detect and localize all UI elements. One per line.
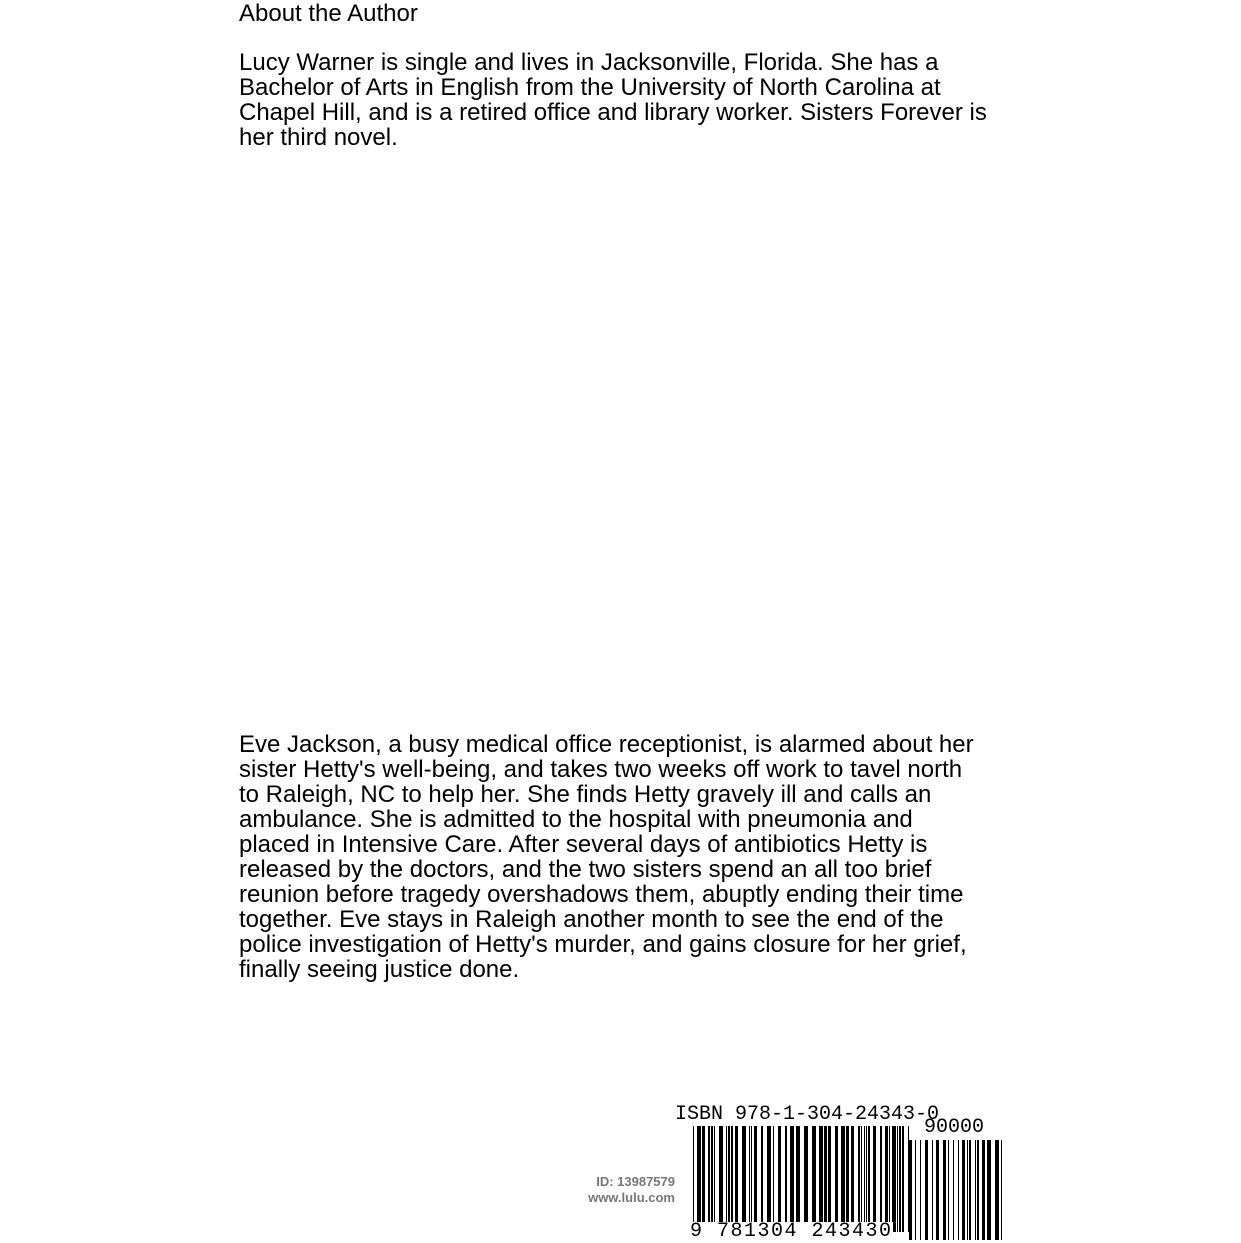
barcode-bar [953, 1140, 954, 1240]
barcode-bar [880, 1126, 882, 1232]
barcode-bar [987, 1140, 991, 1240]
barcode-bar [702, 1126, 705, 1232]
publisher-id: ID: 13987579 [596, 1174, 675, 1189]
barcode-bar [977, 1140, 979, 1240]
barcode-bar [958, 1140, 959, 1240]
barcode-bar [899, 1126, 901, 1232]
isbn-label: ISBN 978-1-304-24343-0 [675, 1103, 940, 1126]
barcode-bar [975, 1140, 976, 1240]
barcode-bar [796, 1126, 800, 1232]
publisher-info [555, 1174, 675, 1206]
barcode-bar [693, 1126, 694, 1232]
about-author-heading: About the Author [239, 0, 418, 27]
barcode-bar [861, 1126, 862, 1232]
isbn-barcode [693, 1126, 909, 1232]
barcode-bar [982, 1140, 985, 1240]
price-barcode [909, 1140, 1002, 1240]
barcode-bar [969, 1140, 971, 1240]
barcode-bar [920, 1140, 921, 1240]
barcode-bar [858, 1126, 860, 1232]
barcode-bar [812, 1126, 816, 1232]
barcode-bar [785, 1126, 787, 1232]
barcode-bar [995, 1140, 999, 1240]
barcode-bar [873, 1126, 876, 1232]
barcode-bar [846, 1126, 849, 1232]
barcode-digits: 9 781304 243430 [690, 1220, 893, 1243]
barcode-bar [868, 1126, 870, 1232]
barcode-bar [1001, 1140, 1002, 1240]
barcode-bar [885, 1126, 888, 1232]
barcode-bar [735, 1126, 738, 1232]
barcode-bar [773, 1126, 774, 1232]
barcode-bar [742, 1126, 746, 1232]
author-bio: Lucy Warner is single and lives in Jacksonville, Florida. She has a Bachelor of Arts in English from the University of North Carolina at Chapel Hill, and is a retired office and library worker. Sisters Forever is her third novel. [239, 49, 987, 151]
barcode-bar [714, 1126, 715, 1232]
barcode-bar [711, 1126, 713, 1232]
barcode-bar [835, 1126, 838, 1232]
barcode-bar [889, 1126, 890, 1232]
book-synopsis: Eve Jackson, a busy medical office receptionist, is alarmed about her sister Hetty's well-being, and takes two weeks off work to tavel north to Raleigh, NC to help her. She finds Hetty gravely ill and calls an ambulance. She is admitted to the hospital with pneumonia and placed in Intensive Care. After several days of antibiotics Hetty is released by the doctors, and the two sisters spend an all too brief reunion before tragedy overshadows them, abuptly ending their time together. Eve stays in Raleigh another month to see the end of the police investigation of Hetty's murder, and gains closure for her grief, finally seeing justice done. [239, 731, 974, 983]
barcode-bar [819, 1126, 823, 1232]
barcode-bar [866, 1126, 867, 1232]
barcode-bar [804, 1126, 808, 1232]
barcode-bar [731, 1126, 733, 1232]
barcode-bar [751, 1126, 752, 1232]
barcode-bar [749, 1126, 750, 1232]
barcode-bar [909, 1140, 912, 1240]
barcode-bar [948, 1140, 949, 1240]
barcode-bar [943, 1140, 946, 1240]
barcode-bar [864, 1126, 865, 1232]
barcode-bar [841, 1126, 845, 1232]
barcode-bar [892, 1126, 896, 1232]
barcode-bar [936, 1140, 939, 1240]
barcode-bar [790, 1126, 794, 1232]
barcode-bar [824, 1126, 827, 1232]
barcode-bar [719, 1126, 723, 1232]
publisher-site: www.lulu.com [588, 1190, 675, 1205]
barcode-bar [761, 1126, 763, 1232]
barcode-bar [932, 1140, 933, 1240]
barcode-bar [708, 1126, 710, 1232]
barcode-bar [754, 1126, 757, 1232]
price-code: 90000 [924, 1116, 985, 1139]
barcode-bar [851, 1126, 854, 1232]
barcode-bar [915, 1140, 916, 1240]
barcode-bar [828, 1126, 831, 1232]
barcode-bar [967, 1140, 968, 1240]
barcode-bar [778, 1126, 781, 1232]
barcode-bar [897, 1126, 898, 1232]
barcode-bar [728, 1126, 730, 1232]
barcode-bar [726, 1126, 727, 1232]
barcode-bar [962, 1140, 965, 1240]
barcode-bar [925, 1140, 928, 1240]
barcode-bar [902, 1126, 904, 1232]
barcode-bar [697, 1126, 701, 1232]
barcode-bar [767, 1126, 771, 1232]
